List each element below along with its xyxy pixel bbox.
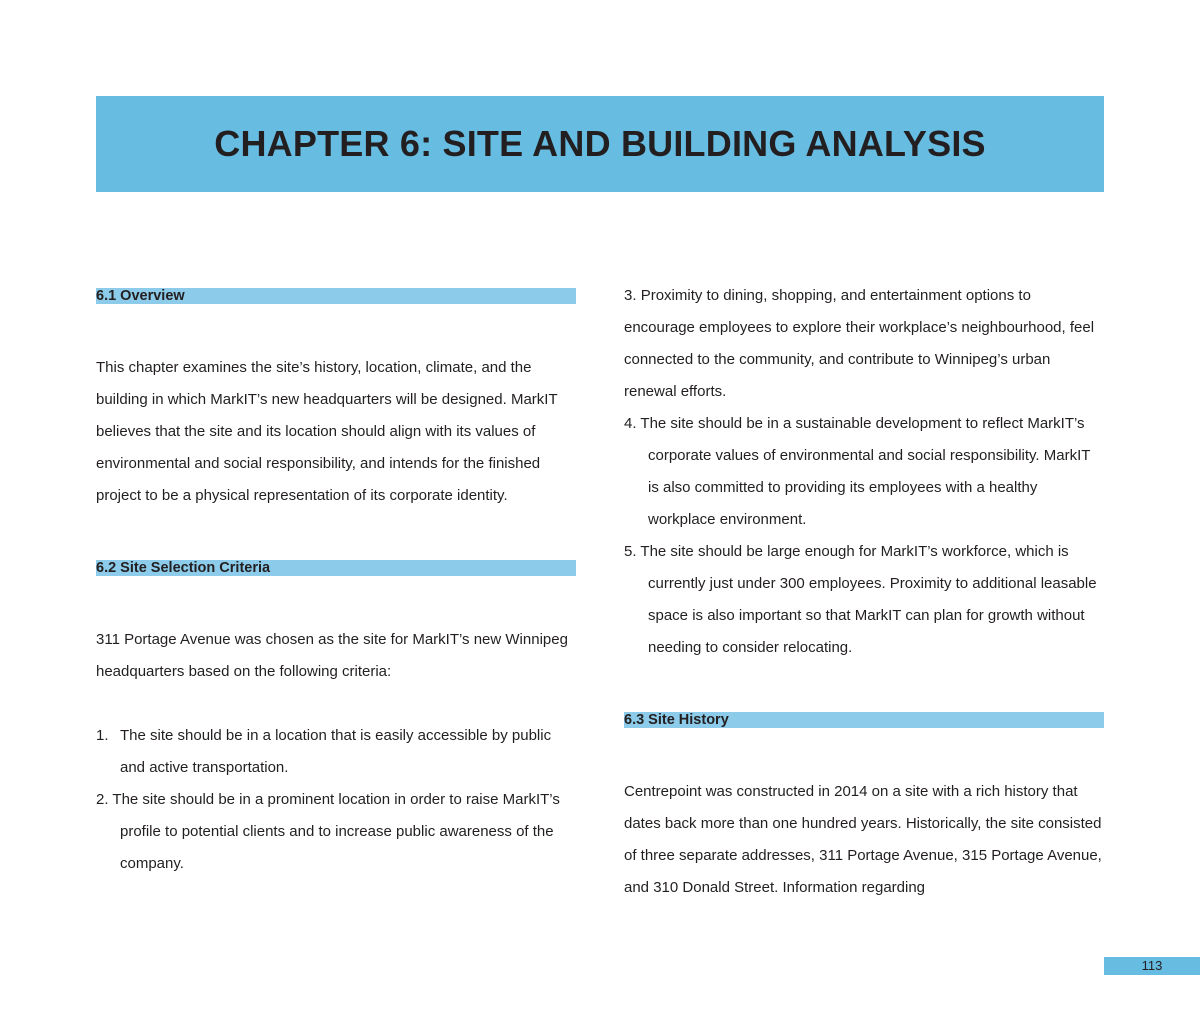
section-heading-label: 6.2 Site Selection Criteria — [96, 560, 271, 576]
list-item — [96, 784, 576, 880]
right-column — [624, 280, 1104, 904]
list-item-text: The site should be in a location that is easily accessible by public and active transportation. — [120, 727, 552, 776]
site-history-paragraph: Centrepoint was constructed in 2014 on a site with a rich history that dates back more than one hundred years. Historically, the site consisted of three separate addresses, 311 Portage Avenue, 315 Portage Avenue, and 310 Donald Street. Information regarding — [624, 783, 1102, 896]
section-heading-overview — [96, 288, 576, 304]
chapter-title: CHAPTER 6: SITE AND BUILDING ANALYSIS — [214, 123, 986, 164]
list-item-number: 2. — [96, 791, 109, 808]
list-item-text: The site should be large enough for MarkIT’s workforce, which is currently just under 300 employees. Proximity to additional leasable space is also important so that MarkIT can plan for growth without needing to consider relocating. — [640, 543, 1097, 656]
section-heading-site-history — [624, 712, 1104, 728]
left-column — [96, 280, 576, 880]
criteria-list — [96, 720, 576, 880]
list-item — [624, 536, 1104, 664]
chapter-banner — [96, 96, 1104, 192]
overview-paragraph: This chapter examines the site’s history, location, climate, and the building in which MarkIT’s new headquarters will be designed. MarkIT believes that the site and its location should align with its values of environmental and social responsibility, and intends for the finished project to be a physical representation of its corporate identity. — [96, 359, 558, 504]
list-item-number: 3. — [624, 287, 637, 304]
list-item-number: 5. — [624, 543, 637, 560]
section-heading-site-selection — [96, 560, 576, 576]
list-item — [96, 720, 576, 784]
list-item — [624, 408, 1104, 536]
site-selection-intro: 311 Portage Avenue was chosen as the site for MarkIT’s new Winnipeg headquarters based on the following criteria: — [96, 631, 568, 680]
list-item-number: 1. — [96, 727, 109, 744]
page-number-label: 113 — [1141, 958, 1163, 973]
list-item-text: The site should be in a sustainable development to reflect MarkIT’s corporate values of environmental and social responsibility. MarkIT is also committed to providing its employees with a healthy workplace environment. — [640, 415, 1091, 528]
list-item-text: The site should be in a prominent location in order to raise MarkIT’s profile to potential clients and to increase public awareness of the company. — [112, 791, 560, 872]
section-heading-label: 6.1 Overview — [96, 288, 185, 304]
section-heading-label: 6.3 Site History — [624, 712, 729, 728]
list-item-text: Proximity to dining, shopping, and entertainment options to encourage employees to explore their workplace’s neighbourhood, feel connected to the community, and contribute to Winnipeg’s urban renewal efforts. — [624, 287, 1095, 400]
list-item-number: 4. — [624, 415, 637, 432]
list-item — [624, 280, 1104, 408]
page-number — [1104, 957, 1200, 975]
